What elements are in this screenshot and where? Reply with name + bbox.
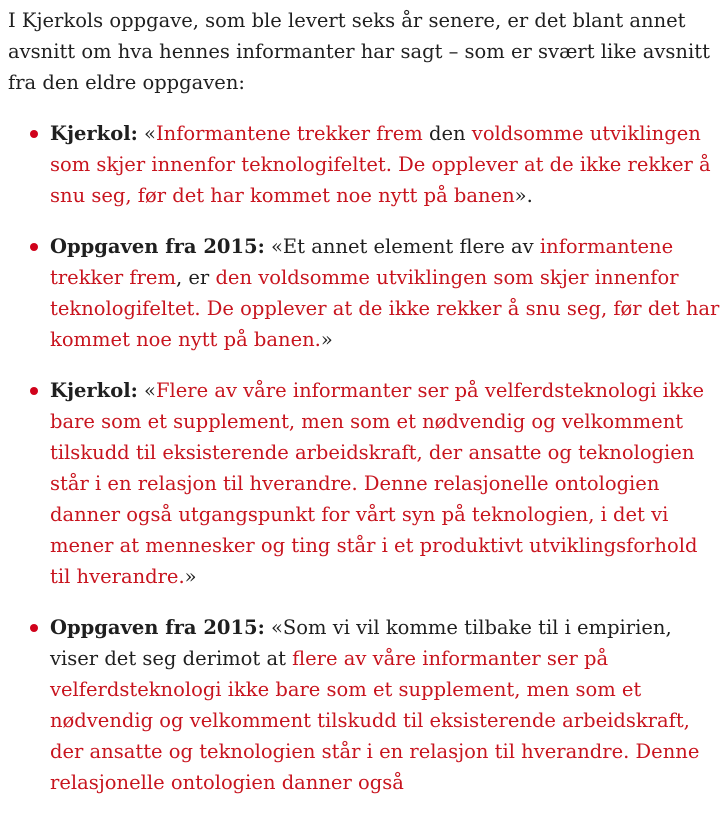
quote-segment: «Et annet element flere av [264, 235, 540, 258]
quote-item [8, 375, 720, 592]
article-body [8, 5, 720, 818]
quote-item [8, 118, 720, 211]
intro-paragraph: I Kjerkols oppgave, som ble levert seks år senere, er det blant annet avsnitt om hva hennes informanter har sagt – som er svært like avsnitt fra den eldre oppgaven: [8, 9, 710, 94]
highlighted-segment: flere av våre informanter ser på velferdsteknologi ikke bare som et supplement, men som et nødvendig og velkomment tilskudd til eksisterende arbeidskraft, der ansatte og teknologien står i en relasjon til hverandre. Denne relasjonelle ontologien danner også [50, 647, 700, 794]
quote-segment: » [184, 565, 197, 588]
quote-source-label: Oppgaven fra 2015: [50, 616, 265, 639]
highlighted-segment: informantene trekker frem [50, 235, 674, 289]
quote-segment: « [137, 122, 156, 145]
quote-segment: , er [175, 266, 216, 289]
quote-segment: ». [514, 184, 533, 207]
quote-segment: den [422, 122, 472, 145]
bullet-icon [30, 243, 38, 251]
highlighted-segment: Informantene trekker frem [155, 122, 423, 145]
quote-text [50, 379, 704, 588]
quote-source-label: Kjerkol: [50, 122, 138, 145]
quote-list [8, 118, 720, 798]
quote-segment: » [320, 328, 333, 351]
quote-item [8, 231, 720, 355]
quote-source-label: Kjerkol: [50, 379, 138, 402]
quote-text [50, 122, 711, 207]
quote-segment: « [137, 379, 156, 402]
quote-text [50, 616, 699, 794]
quote-segment: «Som vi vil komme tilbake til i empirien, viser det seg derimot at [50, 616, 672, 670]
highlighted-segment: Flere av våre informanter ser på velferdsteknologi ikke bare som et supplement, men som et nødvendig og velkomment tilskudd til eksisterende arbeidskraft, der ansatte og teknologien står i en relasjon til hverandre. Denne relasjonelle ontologien danner også utgangspunkt for vårt syn på teknologien, i det vi mener at mennesker og ting står i et produktivt utviklingsforhold til hverandre. [50, 379, 705, 588]
bullet-icon [30, 387, 38, 395]
quote-source-label: Oppgaven fra 2015: [50, 235, 265, 258]
bullet-icon [30, 130, 38, 138]
bullet-icon [30, 624, 38, 632]
quote-item [8, 612, 720, 798]
highlighted-segment: voldsomme utviklingen som skjer innenfor teknologifeltet. De opplever at de ikke rekker å snu seg, før det har kommet noe nytt på banen [50, 122, 711, 207]
highlighted-segment: den voldsomme utviklingen som skjer innenfor teknologifeltet. De opplever at de ikke rekker å snu seg, før det har kommet noe nytt på banen. [50, 266, 720, 351]
